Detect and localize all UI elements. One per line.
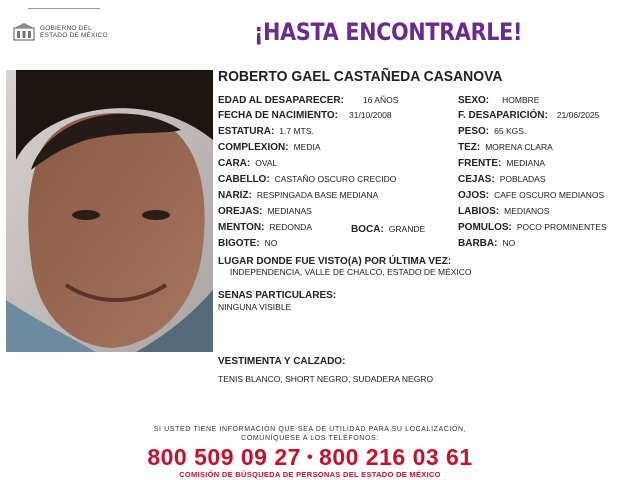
field-pomulos	[458, 222, 607, 233]
person-name: ROBERTO GAEL CASTAÑEDA CASANOVA	[218, 68, 503, 85]
last-seen-value: INDEPENDENCIA, VALLE DE CHALCO, ESTADO DE MÉXICO	[230, 267, 472, 277]
ojos-label: OJOS:	[458, 190, 490, 201]
phone-numbers	[0, 444, 620, 471]
estatura-value: 1.7 MTS.	[279, 126, 314, 136]
ojos-value: CAFE OSCURO MEDIANOS	[494, 190, 605, 200]
complexion-value: MEDIA	[293, 142, 321, 152]
field-peso	[458, 126, 526, 137]
peso-value: 65 KGS.	[494, 126, 527, 136]
cabello-label: CABELLO:	[218, 174, 270, 185]
peso-label: PESO:	[458, 126, 490, 137]
frente-label: FRENTE:	[458, 158, 502, 169]
edad-value: 16 AÑOS	[362, 95, 399, 105]
field-cara	[218, 158, 277, 169]
field-edad	[218, 95, 398, 106]
field-sexo	[458, 95, 539, 106]
menton-value: REDONDA	[269, 222, 312, 232]
field-orejas	[218, 206, 312, 217]
phone-number-2[interactable]: 800 216 03 61	[319, 444, 473, 470]
cara-label: CARA:	[218, 158, 251, 169]
pomulos-value: POCO PROMINENTES	[516, 222, 607, 232]
tez-label: TEZ:	[458, 142, 481, 153]
nariz-value: RESPINGADA BASE MEDIANA	[256, 190, 379, 200]
nacimiento-label: FECHA DE NACIMIENTO:	[218, 110, 338, 121]
fdesaparicion-value: 21/06/2025	[556, 110, 600, 120]
nacimiento-value: 31/10/2008	[349, 110, 392, 120]
field-cabello	[218, 174, 396, 185]
menton-label: MENTON:	[218, 222, 265, 233]
contact-note-line-2: COMUNÍQUESE A LOS TELÉFONOS:	[241, 435, 379, 442]
barba-value: NO	[502, 238, 516, 248]
estatura-label: ESTATURA:	[218, 126, 275, 137]
field-ojos	[458, 190, 604, 201]
complexion-label: COMPLEXION:	[218, 142, 289, 153]
bigote-label: BIGOTE:	[218, 238, 260, 249]
sexo-label: SEXO:	[458, 95, 490, 106]
logo-line-2: ESTADO DE MÉXICO	[40, 32, 108, 39]
field-barba	[458, 238, 515, 249]
field-cejas	[458, 174, 546, 185]
orejas-label: OREJAS:	[218, 206, 263, 217]
field-estatura	[218, 126, 314, 137]
commission-name: COMISIÓN DE BÚSQUEDA DE PERSONAS DEL ESTADO DE MÉXICO	[179, 470, 441, 479]
marks-value: NINGUNA VISIBLE	[218, 302, 292, 312]
fdesaparicion-label: F. DESAPARICIÓN:	[458, 110, 548, 121]
cejas-label: CEJAS:	[458, 174, 495, 185]
field-labios	[458, 206, 549, 217]
frente-value: MEDIANA	[506, 158, 546, 168]
labios-value: MEDIANOS	[504, 206, 550, 216]
page-headline: ¡HASTA ENCONTRARLE!	[254, 18, 523, 46]
nariz-label: NARIZ:	[218, 190, 252, 201]
field-tez	[458, 142, 553, 153]
pomulos-label: POMULOS:	[458, 222, 512, 233]
clothing-label: VESTIMENTA Y CALZADO:	[218, 356, 346, 367]
labios-label: LABIOS:	[458, 206, 500, 217]
contact-note-line-1: SI USTED TIENE INFORMACIÓN QUE SEA DE UTILIDAD PARA SU LOCALIZACIÓN,	[153, 426, 467, 433]
marks-label: SENAS PARTICULARES:	[218, 290, 337, 301]
cabello-value: CASTAÑO OSCURO CRECIDO	[274, 174, 397, 184]
field-bigote	[218, 238, 277, 249]
field-frente	[458, 158, 545, 169]
edad-label: EDAD AL DESAPARECER:	[218, 95, 344, 106]
tez-value: MORENA CLARA	[485, 142, 553, 152]
phone-separator: •	[306, 449, 314, 466]
bigote-value: NO	[264, 238, 278, 248]
last-seen-label: LUGAR DONDE FUE VISTO(A) POR ÚLTIMA VEZ:	[218, 256, 452, 267]
phone-number-1[interactable]: 800 509 09 27	[147, 444, 301, 470]
field-nariz	[218, 190, 378, 201]
sexo-value: HOMBRE	[502, 95, 540, 105]
field-fdesaparicion	[458, 110, 599, 121]
orejas-value: MEDIANAS	[267, 206, 312, 216]
field-menton	[218, 222, 312, 233]
cara-value: OVAL	[255, 158, 278, 168]
field-boca	[351, 224, 425, 235]
field-complexion	[218, 142, 320, 153]
boca-value: GRANDE	[388, 224, 426, 234]
logo-line-1: GOBIERNO DEL	[40, 25, 92, 32]
boca-label: BOCA:	[351, 224, 384, 235]
field-nacimiento	[218, 110, 392, 121]
cejas-value: POBLADAS	[499, 174, 546, 184]
clothing-value: TENIS BLANCO, SHORT NEGRO, SUDADERA NEGRO	[218, 374, 434, 384]
barba-label: BARBA:	[458, 238, 498, 249]
